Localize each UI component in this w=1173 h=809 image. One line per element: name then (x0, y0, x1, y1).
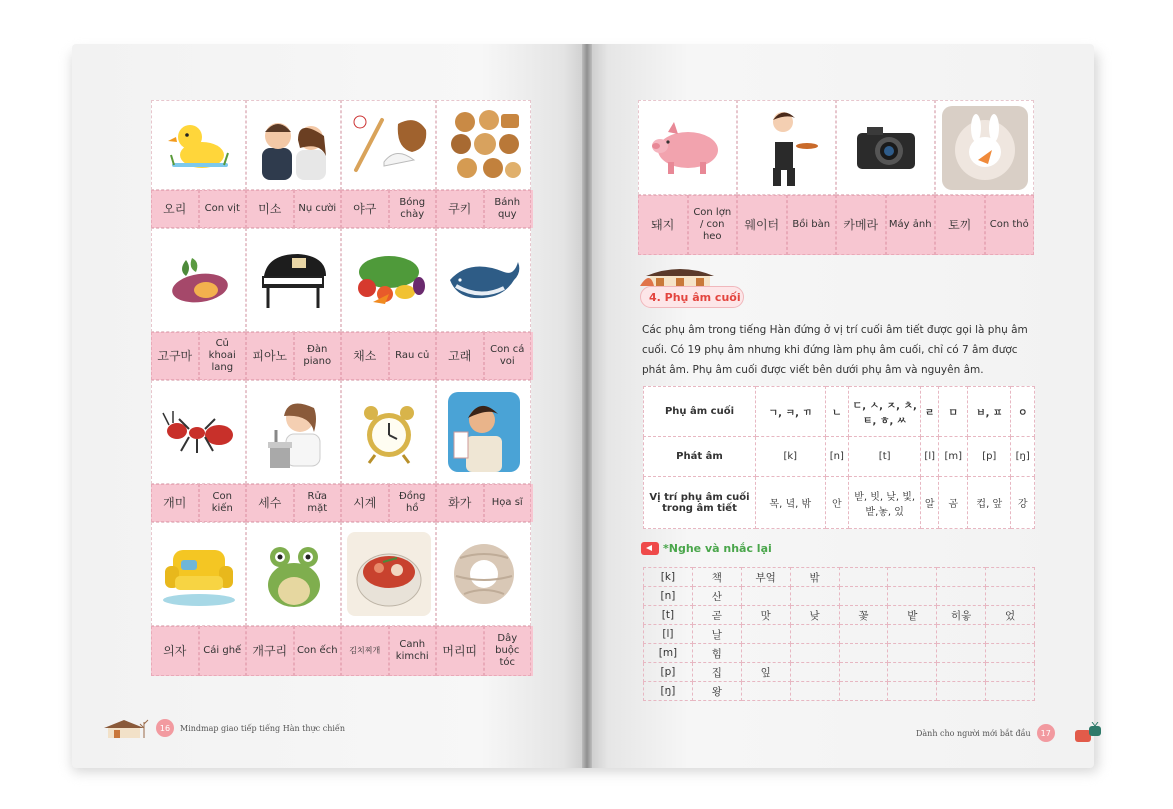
baseball-gear-icon (341, 100, 436, 190)
consonant-cell: ㄴ (825, 387, 849, 437)
vietnamese-meaning: Họa sĩ (484, 484, 532, 522)
row-header: Phát âm (644, 437, 756, 477)
practice-word (741, 644, 790, 663)
korean-word: 돼지 (638, 195, 688, 255)
korean-word: 화가 (436, 484, 484, 522)
practice-row (644, 682, 1035, 701)
korean-word: 야구 (341, 190, 389, 228)
practice-row (644, 606, 1035, 625)
smiling-couple-icon (246, 100, 341, 190)
example-cell: 강 (1011, 477, 1035, 529)
practice-word: 맛 (741, 606, 790, 625)
practice-word (888, 663, 937, 682)
korean-word: 김치찌개 (341, 626, 389, 676)
cookies-icon (436, 100, 531, 190)
vocab-grid-left (151, 100, 533, 676)
ant-icon (151, 380, 246, 484)
right-footer (916, 722, 1111, 744)
practice-word (888, 682, 937, 701)
sound-cell: [p] (968, 437, 1011, 477)
house-decoration-icon (100, 716, 150, 740)
footer-title: Mindmap giao tiếp tiếng Hàn thực chiến (180, 723, 345, 733)
consonant-cell: ㅁ (939, 387, 968, 437)
vietnamese-meaning: Đồng hồ (389, 484, 437, 522)
korean-word: 오리 (151, 190, 199, 228)
vocab-block (151, 228, 533, 380)
practice-word: 집 (692, 663, 741, 682)
practice-word (790, 663, 839, 682)
practice-word: 힘 (692, 644, 741, 663)
practice-word (937, 625, 986, 644)
vietnamese-meaning: Cái ghế (199, 626, 247, 676)
sweet-potato-icon (151, 228, 246, 332)
practice-sound: [t] (644, 606, 693, 625)
vietnamese-meaning: Dây buộc tóc (484, 626, 532, 676)
practice-word (888, 625, 937, 644)
vocab-block (151, 380, 533, 522)
sound-cell: [ŋ] (1011, 437, 1035, 477)
pig-icon (638, 100, 737, 195)
practice-word (790, 625, 839, 644)
korean-word: 개구리 (246, 626, 294, 676)
practice-word (986, 644, 1035, 663)
rabbit-icon (935, 100, 1034, 195)
painter-icon (436, 380, 531, 484)
duck-icon (151, 100, 246, 190)
speaker-icon[interactable] (641, 542, 659, 555)
practice-word (986, 663, 1035, 682)
listen-and-repeat (641, 542, 772, 555)
practice-sound: [m] (644, 644, 693, 663)
armchair-icon (151, 522, 246, 626)
practice-sound: [n] (644, 587, 693, 606)
practice-word (839, 682, 888, 701)
korean-word: 개미 (151, 484, 199, 522)
vietnamese-meaning: Máy ảnh (886, 195, 936, 255)
row-header: Vị trí phụ âm cuối trong âm tiết (644, 477, 756, 529)
korean-word: 고래 (436, 332, 484, 380)
vietnamese-meaning: Con lợn / con heo (688, 195, 738, 255)
practice-row (644, 663, 1035, 682)
practice-word: 히읗 (937, 606, 986, 625)
practice-word (937, 568, 986, 587)
korean-word: 세수 (246, 484, 294, 522)
practice-row (644, 568, 1035, 587)
practice-word (839, 587, 888, 606)
vietnamese-meaning: Nụ cười (294, 190, 342, 228)
whale-icon (436, 228, 531, 332)
vietnamese-meaning: Bánh quy (484, 190, 532, 228)
kimchi-stew-icon (341, 522, 436, 626)
practice-sound: [p] (644, 663, 693, 682)
practice-word (986, 587, 1035, 606)
practice-word (888, 644, 937, 663)
page-number: 16 (156, 719, 174, 737)
consonant-cell: ㄹ (921, 387, 939, 437)
korean-word: 고구마 (151, 332, 199, 380)
korean-word: 카메라 (836, 195, 886, 255)
vietnamese-meaning: Rửa mặt (294, 484, 342, 522)
practice-word (839, 625, 888, 644)
practice-word (741, 682, 790, 701)
vocab-grid-right (638, 100, 1034, 255)
hanok-house-icon (640, 266, 720, 288)
practice-word: 었 (986, 606, 1035, 625)
practice-word (741, 587, 790, 606)
practice-row (644, 625, 1035, 644)
vocab-block (151, 100, 533, 228)
vietnamese-meaning: Củ khoai lang (199, 332, 247, 380)
left-footer (100, 716, 345, 740)
scrunchie-icon (436, 522, 531, 626)
example-cell: 알 (921, 477, 939, 529)
vietnamese-meaning: Con cá voi (484, 332, 532, 380)
practice-word (986, 568, 1035, 587)
row-header: Phụ âm cuối (644, 387, 756, 437)
sound-cell: [t] (849, 437, 921, 477)
consonant-cell: ㅂ, ㅍ (968, 387, 1011, 437)
consonant-cell: ㄱ, ㅋ, ㄲ (756, 387, 826, 437)
example-cell: 목, 녘, 밖 (756, 477, 826, 529)
korean-word: 의자 (151, 626, 199, 676)
practice-word: 책 (692, 568, 741, 587)
sound-cell: [m] (939, 437, 968, 477)
example-cell: 컵, 앞 (968, 477, 1011, 529)
practice-word (888, 587, 937, 606)
practice-word: 곧 (692, 606, 741, 625)
example-cell: 곰 (939, 477, 968, 529)
sound-cell: [l] (921, 437, 939, 477)
footer-title: Dành cho người mới bắt đầu (916, 728, 1031, 738)
practice-word: 밖 (790, 568, 839, 587)
intro-paragraph: Các phụ âm trong tiếng Hàn đứng ở vị trí cuối âm tiết được gọi là phụ âm cuối. Có 19 phụ âm nhưng khi đứng làm phụ âm cuối, chỉ có 7 âm được phát âm. Phụ âm cuối được viết bên dưới phụ âm và nguyên âm. (642, 324, 1028, 376)
practice-word (790, 587, 839, 606)
practice-word (986, 625, 1035, 644)
practice-word: 꽃 (839, 606, 888, 625)
practice-word (937, 587, 986, 606)
korean-word: 머리띠 (436, 626, 484, 676)
practice-word: 잎 (741, 663, 790, 682)
practice-word: 부엌 (741, 568, 790, 587)
vocab-block (151, 522, 533, 676)
korean-word: 채소 (341, 332, 389, 380)
practice-word (839, 644, 888, 663)
practice-sound: [ŋ] (644, 682, 693, 701)
example-cell: 받, 빗, 낮, 빛, 밭,놓, 있 (849, 477, 921, 529)
practice-word (937, 682, 986, 701)
vegetables-icon (341, 228, 436, 332)
waiter-icon (737, 100, 836, 195)
practice-word (839, 663, 888, 682)
practice-sound: [k] (644, 568, 693, 587)
practice-word: 밭 (888, 606, 937, 625)
practice-sound: [l] (644, 625, 693, 644)
vietnamese-meaning: Canh kimchi (389, 626, 437, 676)
book-spine (582, 44, 592, 768)
korean-word: 토끼 (935, 195, 985, 255)
practice-word (839, 568, 888, 587)
practice-word: 낮 (790, 606, 839, 625)
practice-word (937, 644, 986, 663)
korean-word: 웨이터 (737, 195, 787, 255)
washing-face-icon (246, 380, 341, 484)
korean-word: 쿠키 (436, 190, 484, 228)
vietnamese-meaning: Rau củ (389, 332, 437, 380)
practice-word (986, 682, 1035, 701)
practice-row (644, 587, 1035, 606)
frog-icon (246, 522, 341, 626)
consonant-cell: ㅇ (1011, 387, 1035, 437)
practice-word (790, 682, 839, 701)
vietnamese-meaning: Con kiến (199, 484, 247, 522)
korean-word: 시계 (341, 484, 389, 522)
practice-table (643, 567, 1035, 701)
example-cell: 안 (825, 477, 849, 529)
vietnamese-meaning: Con vịt (199, 190, 247, 228)
camera-icon (836, 100, 935, 195)
consonant-cell: ㄷ, ㅅ, ㅈ, ㅊ, ㅌ, ㅎ, ㅆ (849, 387, 921, 437)
vietnamese-meaning: Con ếch (294, 626, 342, 676)
practice-word (937, 663, 986, 682)
practice-word: 날 (692, 625, 741, 644)
practice-word: 왕 (692, 682, 741, 701)
korean-word: 피아노 (246, 332, 294, 380)
plant-decoration-icon (1061, 722, 1111, 744)
vietnamese-meaning: Đàn piano (294, 332, 342, 380)
vietnamese-meaning: Bóng chày (389, 190, 437, 228)
practice-word (790, 644, 839, 663)
final-consonants-table (643, 386, 1035, 529)
page-number: 17 (1037, 724, 1055, 742)
practice-word: 산 (692, 587, 741, 606)
alarm-clock-icon (341, 380, 436, 484)
section-title: 4. Phụ âm cuối (640, 286, 744, 308)
korean-word: 미소 (246, 190, 294, 228)
practice-word (741, 625, 790, 644)
piano-icon (246, 228, 341, 332)
listen-label: *Nghe và nhắc lại (663, 542, 772, 555)
vietnamese-meaning: Con thỏ (985, 195, 1035, 255)
practice-word (888, 568, 937, 587)
practice-row (644, 644, 1035, 663)
vietnamese-meaning: Bồi bàn (787, 195, 837, 255)
sound-cell: [n] (825, 437, 849, 477)
sound-cell: [k] (756, 437, 826, 477)
